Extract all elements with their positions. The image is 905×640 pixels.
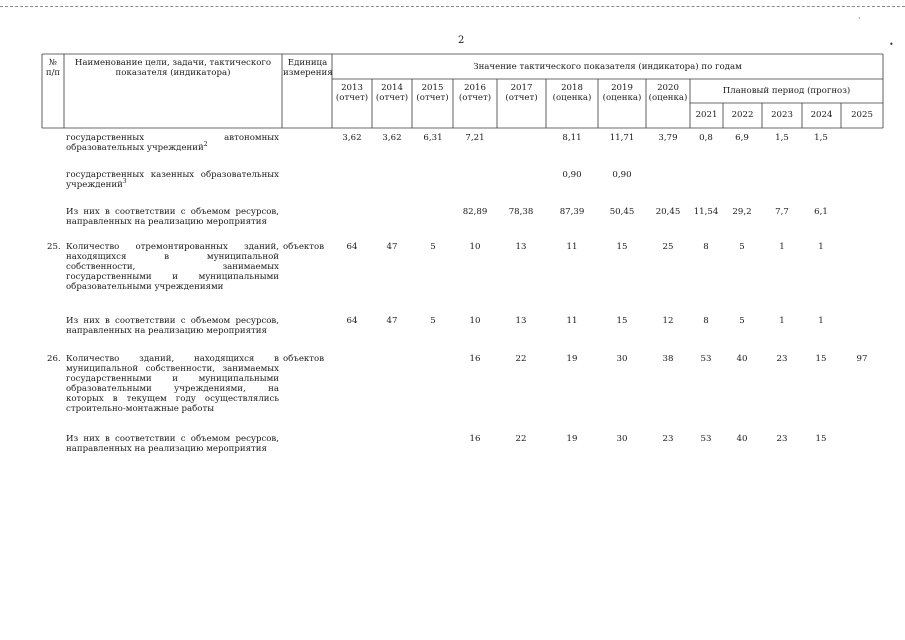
header-plan-year: 2024 bbox=[810, 110, 833, 120]
value-cell: 25 bbox=[662, 242, 674, 252]
value-cell: 7,21 bbox=[465, 133, 485, 143]
indicator-name: Из них в соответствии с объемом ресурсов, направленных на реализацию мероприятия bbox=[66, 207, 279, 227]
year-label: 2020 bbox=[657, 83, 679, 93]
year-kind: (отчет) bbox=[458, 93, 492, 103]
value-cell: 11,54 bbox=[693, 207, 719, 217]
value-cell: 15 bbox=[616, 316, 628, 326]
value-cell: 1 bbox=[779, 316, 785, 326]
year-kind: (отчет) bbox=[375, 93, 409, 103]
header-year-2014 bbox=[372, 83, 412, 103]
year-kind: (оценка) bbox=[602, 93, 642, 103]
header-plan-year: 2025 bbox=[851, 110, 873, 120]
value-cell: 1,5 bbox=[814, 133, 828, 143]
header-col-values: Значение тактического показателя (индикатора) по годам bbox=[473, 62, 742, 72]
value-cell: 3,79 bbox=[658, 133, 678, 143]
value-cell: 50,45 bbox=[609, 207, 635, 217]
year-label: 2013 bbox=[341, 83, 363, 93]
header-year-2013 bbox=[332, 83, 372, 103]
value-cell: 3,62 bbox=[382, 133, 402, 143]
value-cell: 1 bbox=[779, 242, 785, 252]
year-kind: (отчет) bbox=[416, 93, 449, 103]
value-cell: 64 bbox=[346, 316, 358, 326]
value-cell: 30 bbox=[616, 354, 628, 364]
value-cell: 29,2 bbox=[732, 207, 752, 217]
year-kind: (отчет) bbox=[335, 93, 369, 103]
value-cell: 3,62 bbox=[342, 133, 362, 143]
header-year-2015 bbox=[412, 83, 453, 103]
value-cell: 16 bbox=[469, 354, 481, 364]
scan-speck: • bbox=[889, 40, 894, 49]
page-number: 2 bbox=[458, 35, 465, 46]
year-label: 2019 bbox=[611, 83, 633, 93]
value-cell: 87,39 bbox=[559, 207, 585, 217]
value-cell: 6,9 bbox=[735, 133, 749, 143]
value-cell: 6,1 bbox=[814, 207, 828, 217]
value-cell: 40 bbox=[736, 434, 748, 444]
unit-cell: объектов bbox=[283, 242, 325, 252]
value-cell: 22 bbox=[515, 354, 527, 364]
scan-top-edge bbox=[0, 6, 905, 7]
indicator-name: Количество зданий, находящихся в муниципальной собственности, занимаемых государственными и муниципальными образовательными учреждениями, на которых в текущем году осуществлялись строительно-монтажные работы bbox=[66, 354, 279, 414]
value-cell: 8 bbox=[703, 316, 709, 326]
header-plan-year: 2022 bbox=[731, 110, 754, 120]
value-cell: 82,89 bbox=[462, 207, 488, 217]
value-cell: 8 bbox=[703, 242, 709, 252]
indicator-name: государственных автономных образовательных учреждений$^2$ bbox=[66, 133, 279, 153]
value-cell: 11 bbox=[566, 242, 578, 252]
header-year-2019 bbox=[598, 83, 646, 103]
value-cell: 20,45 bbox=[655, 207, 681, 217]
indicator-name: государственных казенных образовательных учреждений$^3$ bbox=[66, 170, 279, 190]
value-cell: 16 bbox=[469, 434, 481, 444]
value-cell: 5 bbox=[739, 316, 745, 326]
year-label: 2016 bbox=[464, 83, 486, 93]
header-year-2017 bbox=[497, 83, 546, 103]
year-label: 2014 bbox=[381, 83, 403, 93]
footnote-mark: 2 bbox=[203, 141, 208, 149]
value-cell: 97 bbox=[856, 354, 868, 364]
year-label: 2017 bbox=[510, 83, 533, 93]
value-cell: 5 bbox=[739, 242, 745, 252]
indicator-name: Количество отремонтированных зданий, находящихся в муниципальной собственности, занимаемых государственными и муниципальными образовательными учреждениями bbox=[66, 242, 279, 292]
value-cell: 15 bbox=[815, 434, 827, 444]
value-cell: 53 bbox=[700, 434, 712, 444]
value-cell: 12 bbox=[662, 316, 674, 326]
value-cell: 0,90 bbox=[612, 170, 632, 180]
value-cell: 0,8 bbox=[699, 133, 713, 143]
scan-speck: · bbox=[858, 14, 861, 23]
value-cell: 13 bbox=[515, 316, 527, 326]
header-col-name: Наименование цели, задачи, тактического показателя (индикатора) bbox=[74, 58, 272, 78]
header-col-number: № п/п bbox=[45, 58, 61, 78]
header-plan-year: 2023 bbox=[771, 110, 793, 120]
value-cell: 1 bbox=[818, 316, 824, 326]
year-label: 2018 bbox=[561, 83, 583, 93]
header-year-2020 bbox=[646, 83, 690, 103]
header-plan-year: 2021 bbox=[695, 110, 718, 120]
value-cell: 23 bbox=[662, 434, 674, 444]
header-col-unit: Единица измерения bbox=[283, 58, 333, 78]
value-cell: 1,5 bbox=[775, 133, 789, 143]
indicator-name: Из них в соответствии с объемом ресурсов, направленных на реализацию мероприятия bbox=[66, 316, 279, 336]
value-cell: 15 bbox=[616, 242, 628, 252]
value-cell: 23 bbox=[776, 354, 788, 364]
value-cell: 5 bbox=[430, 316, 436, 326]
value-cell: 15 bbox=[815, 354, 827, 364]
value-cell: 47 bbox=[386, 316, 398, 326]
value-cell: 38 bbox=[662, 354, 674, 364]
value-cell: 0,90 bbox=[562, 170, 582, 180]
value-cell: 6,31 bbox=[423, 133, 443, 143]
header-year-2016 bbox=[453, 83, 497, 103]
row-number: 25. bbox=[47, 242, 61, 252]
unit-cell: объектов bbox=[283, 354, 325, 364]
value-cell: 11,71 bbox=[609, 133, 635, 143]
value-cell: 8,11 bbox=[562, 133, 582, 143]
header-year-2018 bbox=[546, 83, 598, 103]
value-cell: 10 bbox=[469, 242, 481, 252]
value-cell: 40 bbox=[736, 354, 748, 364]
row-number: 26. bbox=[47, 354, 61, 364]
value-cell: 13 bbox=[515, 242, 527, 252]
year-kind: (оценка) bbox=[648, 93, 688, 103]
indicator-name: Из них в соответствии с объемом ресурсов, направленных на реализацию мероприятия bbox=[66, 434, 279, 454]
value-cell: 19 bbox=[566, 434, 578, 444]
value-cell: 23 bbox=[776, 434, 788, 444]
year-label: 2015 bbox=[421, 83, 444, 93]
value-cell: 64 bbox=[346, 242, 358, 252]
year-kind: (отчет) bbox=[505, 93, 538, 103]
value-cell: 11 bbox=[566, 316, 578, 326]
value-cell: 5 bbox=[430, 242, 436, 252]
year-kind: (оценка) bbox=[552, 93, 592, 103]
value-cell: 53 bbox=[700, 354, 712, 364]
value-cell: 47 bbox=[386, 242, 398, 252]
value-cell: 7,7 bbox=[775, 207, 789, 217]
value-cell: 22 bbox=[515, 434, 527, 444]
value-cell: 10 bbox=[469, 316, 481, 326]
value-cell: 78,38 bbox=[508, 207, 534, 217]
value-cell: 30 bbox=[616, 434, 628, 444]
value-cell: 19 bbox=[566, 354, 578, 364]
header-plan-period: Плановый период (прогноз) bbox=[722, 86, 851, 96]
footnote-mark: 3 bbox=[122, 178, 127, 186]
value-cell: 1 bbox=[818, 242, 824, 252]
